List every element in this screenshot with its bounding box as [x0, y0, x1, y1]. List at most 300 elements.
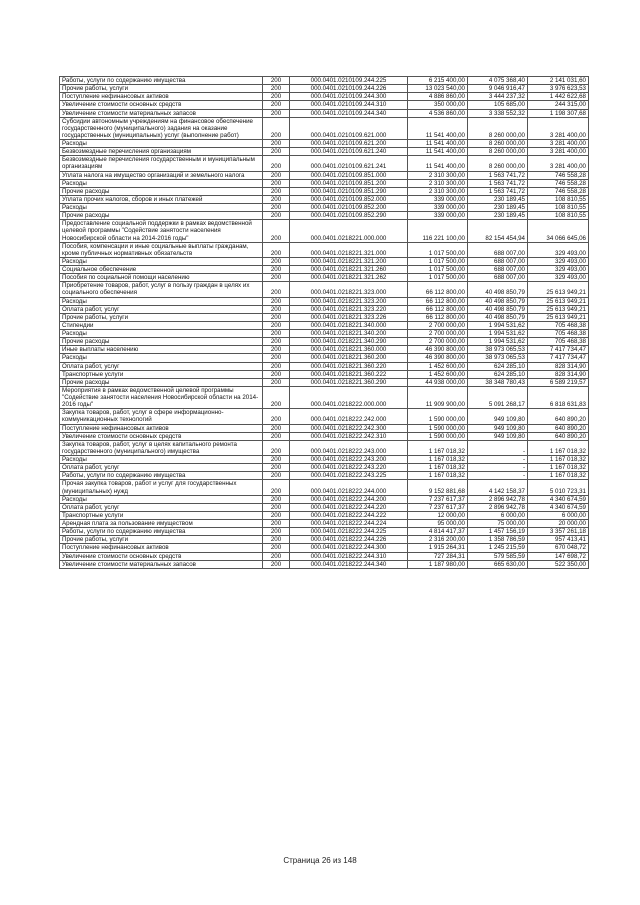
row-name: Субсидии автономным учреждениям на финансовое обеспечение государственного (муниципального) задания на оказание государственных (муниципальных) услуг (выполнение работ) — [60, 117, 263, 139]
unexecuted-amount: 108 810,55 — [528, 195, 589, 203]
budget-classification-code: 000.0401.0218221.360.200 — [290, 354, 408, 362]
executed-amount: 688 007,00 — [468, 274, 528, 282]
unexecuted-amount: 3 281 400,00 — [528, 156, 589, 171]
row-code: 200 — [263, 257, 290, 265]
row-name: Оплата работ, услуг — [60, 362, 263, 370]
executed-amount: 1 563 741,72 — [468, 187, 528, 195]
table-row — [60, 464, 589, 472]
unexecuted-amount: 4 340 674,59 — [528, 503, 589, 511]
unexecuted-amount: 1 442 622,68 — [528, 93, 589, 101]
executed-amount: 38 973 065,53 — [468, 346, 528, 354]
row-name: Увеличение стоимости материальных запасов — [60, 109, 263, 117]
approved-amount: 11 541 400,00 — [408, 148, 468, 156]
approved-amount: 95 000,00 — [408, 520, 468, 528]
budget-classification-code: 000.0401.0218221.340.200 — [290, 330, 408, 338]
budget-classification-code: 000.0401.0210109.621.240 — [290, 148, 408, 156]
approved-amount: 11 541 400,00 — [408, 156, 468, 171]
table-row — [60, 187, 589, 195]
row-code: 200 — [263, 338, 290, 346]
executed-amount: 105 685,00 — [468, 101, 528, 109]
executed-amount: 2 896 942,78 — [468, 495, 528, 503]
unexecuted-amount: 108 810,55 — [528, 204, 589, 212]
unexecuted-amount: 828 314,90 — [528, 362, 589, 370]
table-row — [60, 354, 589, 362]
executed-amount: 40 498 850,79 — [468, 282, 528, 297]
table-row — [60, 85, 589, 93]
row-name: Оплата работ, услуг — [60, 464, 263, 472]
approved-amount: 339 000,00 — [408, 212, 468, 220]
approved-amount: 11 541 400,00 — [408, 117, 468, 139]
unexecuted-amount: 2 141 031,60 — [528, 77, 589, 85]
row-name: Прочие расходы — [60, 212, 263, 220]
row-code: 200 — [263, 409, 290, 424]
table-row — [60, 282, 589, 297]
row-name: Безвозмездные перечисления организациям — [60, 148, 263, 156]
unexecuted-amount: 640 890,20 — [528, 432, 589, 440]
table-row — [60, 117, 589, 139]
table-row — [60, 440, 589, 455]
executed-amount: 1 563 741,72 — [468, 179, 528, 187]
row-name: Работы, услуги по содержанию имущества — [60, 528, 263, 536]
table-row — [60, 544, 589, 552]
unexecuted-amount: 329 493,00 — [528, 257, 589, 265]
budget-classification-code: 000.0401.0218221.340.000 — [290, 321, 408, 329]
budget-classification-code: 000.0401.0210109.851.000 — [290, 171, 408, 179]
executed-amount: 688 007,00 — [468, 266, 528, 274]
executed-amount: 1 563 741,72 — [468, 171, 528, 179]
unexecuted-amount: 1 167 018,32 — [528, 456, 589, 464]
budget-classification-code: 000.0401.0210109.244.225 — [290, 77, 408, 85]
executed-amount: 1 994 531,62 — [468, 330, 528, 338]
approved-amount: 6 215 400,00 — [408, 77, 468, 85]
row-code: 200 — [263, 520, 290, 528]
unexecuted-amount: 746 558,28 — [528, 179, 589, 187]
row-name: Социальное обеспечение — [60, 266, 263, 274]
row-code: 200 — [263, 472, 290, 480]
row-name: Расходы — [60, 456, 263, 464]
approved-amount: 44 938 000,00 — [408, 378, 468, 386]
budget-classification-code: 000.0401.0210109.851.290 — [290, 187, 408, 195]
table-row — [60, 242, 589, 257]
unexecuted-amount: 1 167 018,32 — [528, 472, 589, 480]
row-name: Приобретение товаров, работ, услуг в пользу граждан в целях их социального обеспечения — [60, 282, 263, 297]
unexecuted-amount: 25 613 949,21 — [528, 313, 589, 321]
approved-amount: 4 536 860,00 — [408, 109, 468, 117]
table-row — [60, 257, 589, 265]
row-code: 200 — [263, 464, 290, 472]
approved-amount: 4 814 417,37 — [408, 528, 468, 536]
executed-amount: 579 585,59 — [468, 552, 528, 560]
executed-amount: 8 260 000,00 — [468, 148, 528, 156]
executed-amount: - — [468, 440, 528, 455]
table-row — [60, 204, 589, 212]
table-row — [60, 195, 589, 203]
budget-classification-code: 000.0401.0218221.360.000 — [290, 346, 408, 354]
unexecuted-amount: 329 493,00 — [528, 266, 589, 274]
approved-amount: 350 000,00 — [408, 101, 468, 109]
table-row — [60, 321, 589, 329]
unexecuted-amount: 1 198 307,68 — [528, 109, 589, 117]
budget-classification-code: 000.0401.0218222.244.200 — [290, 495, 408, 503]
table-row — [60, 480, 589, 495]
unexecuted-amount: 3 281 400,00 — [528, 148, 589, 156]
row-name: Закупка товаров, работ, услуг в сфере информационно-коммуникационных технологий — [60, 409, 263, 424]
row-name: Стипендии — [60, 321, 263, 329]
unexecuted-amount: 746 558,28 — [528, 187, 589, 195]
table-row — [60, 536, 589, 544]
budget-classification-code: 000.0401.0210109.244.310 — [290, 101, 408, 109]
row-name: Оплата работ, услуг — [60, 503, 263, 511]
executed-amount: 230 189,45 — [468, 204, 528, 212]
table-row — [60, 503, 589, 511]
executed-amount: 4 075 368,40 — [468, 77, 528, 85]
row-name: Работы, услуги по содержанию имущества — [60, 77, 263, 85]
executed-amount: 6 000,00 — [468, 511, 528, 519]
table-row — [60, 552, 589, 560]
budget-classification-code: 000.0401.0218221.323.200 — [290, 297, 408, 305]
budget-classification-code: 000.0401.0218221.360.220 — [290, 362, 408, 370]
budget-classification-code: 000.0401.0218222.242.000 — [290, 409, 408, 424]
executed-amount: 230 189,45 — [468, 195, 528, 203]
approved-amount: 1 590 000,00 — [408, 432, 468, 440]
row-code: 200 — [263, 212, 290, 220]
table-row — [60, 220, 589, 242]
row-code: 200 — [263, 424, 290, 432]
table-row — [60, 266, 589, 274]
row-code: 200 — [263, 109, 290, 117]
unexecuted-amount: 244 315,00 — [528, 101, 589, 109]
row-code: 200 — [263, 242, 290, 257]
budget-classification-code: 000.0401.0218222.244.300 — [290, 544, 408, 552]
table-body — [60, 77, 589, 569]
row-name: Уплата прочих налогов, сборов и иных платежей — [60, 195, 263, 203]
unexecuted-amount: 957 413,41 — [528, 536, 589, 544]
unexecuted-amount: 670 048,72 — [528, 544, 589, 552]
row-name: Прочие работы, услуги — [60, 85, 263, 93]
executed-amount: 688 007,00 — [468, 242, 528, 257]
row-code: 200 — [263, 370, 290, 378]
table-row — [60, 305, 589, 313]
row-name: Поступление нефинансовых активов — [60, 93, 263, 101]
table-row — [60, 362, 589, 370]
executed-amount: - — [468, 456, 528, 464]
row-name: Арендная плата за пользование имуществом — [60, 520, 263, 528]
executed-amount: 949 109,80 — [468, 432, 528, 440]
table-row — [60, 495, 589, 503]
unexecuted-amount: 329 493,00 — [528, 274, 589, 282]
table-row — [60, 274, 589, 282]
approved-amount: 1 167 018,32 — [408, 472, 468, 480]
table-row — [60, 212, 589, 220]
budget-classification-code: 000.0401.0210109.852.290 — [290, 212, 408, 220]
row-code: 200 — [263, 456, 290, 464]
row-name: Увеличение стоимости основных средств — [60, 432, 263, 440]
unexecuted-amount: 1 167 018,32 — [528, 440, 589, 455]
table-row — [60, 171, 589, 179]
row-name: Прочие расходы — [60, 187, 263, 195]
executed-amount: 8 260 000,00 — [468, 156, 528, 171]
row-code: 200 — [263, 378, 290, 386]
budget-classification-code: 000.0401.0218221.323.226 — [290, 313, 408, 321]
row-name: Прочие расходы — [60, 338, 263, 346]
row-name: Прочие расходы — [60, 378, 263, 386]
executed-amount: 624 285,10 — [468, 362, 528, 370]
unexecuted-amount: 522 350,00 — [528, 560, 589, 568]
row-code: 200 — [263, 386, 290, 408]
unexecuted-amount: 5 010 723,31 — [528, 480, 589, 495]
row-code: 200 — [263, 156, 290, 171]
approved-amount: 4 886 860,00 — [408, 93, 468, 101]
row-code: 200 — [263, 330, 290, 338]
budget-classification-code: 000.0401.0210109.244.300 — [290, 93, 408, 101]
table-row — [60, 313, 589, 321]
approved-amount: 1 590 000,00 — [408, 409, 468, 424]
row-name: Расходы — [60, 330, 263, 338]
unexecuted-amount: 746 558,28 — [528, 171, 589, 179]
approved-amount: 2 316 200,00 — [408, 536, 468, 544]
row-code: 200 — [263, 93, 290, 101]
row-name: Оплата работ, услуг — [60, 305, 263, 313]
approved-amount: 1 167 018,32 — [408, 440, 468, 455]
row-name: Расходы — [60, 495, 263, 503]
row-code: 200 — [263, 282, 290, 297]
budget-classification-code: 000.0401.0218222.244.222 — [290, 511, 408, 519]
budget-classification-code: 000.0401.0218221.360.290 — [290, 378, 408, 386]
budget-classification-code: 000.0401.0210109.244.340 — [290, 109, 408, 117]
unexecuted-amount: 705 468,38 — [528, 330, 589, 338]
executed-amount: 949 109,80 — [468, 424, 528, 432]
approved-amount: 2 700 000,00 — [408, 330, 468, 338]
budget-classification-code: 000.0401.0218221.321.200 — [290, 257, 408, 265]
approved-amount: 66 112 800,00 — [408, 305, 468, 313]
executed-amount: 1 994 531,62 — [468, 338, 528, 346]
row-name: Иные выплаты населению — [60, 346, 263, 354]
row-code: 200 — [263, 204, 290, 212]
approved-amount: 1 017 500,00 — [408, 274, 468, 282]
unexecuted-amount: 4 340 674,59 — [528, 495, 589, 503]
row-code: 200 — [263, 274, 290, 282]
row-code: 200 — [263, 552, 290, 560]
table-row — [60, 140, 589, 148]
table-row — [60, 346, 589, 354]
executed-amount: 8 260 000,00 — [468, 140, 528, 148]
approved-amount: 7 237 617,37 — [408, 495, 468, 503]
approved-amount: 13 023 540,00 — [408, 85, 468, 93]
approved-amount: 1 187 980,00 — [408, 560, 468, 568]
row-code: 200 — [263, 77, 290, 85]
table-row — [60, 528, 589, 536]
row-name: Увеличение стоимости материальных запасов — [60, 560, 263, 568]
row-code: 200 — [263, 362, 290, 370]
executed-amount: 3 444 237,32 — [468, 93, 528, 101]
budget-classification-code: 000.0401.0218221.321.260 — [290, 266, 408, 274]
unexecuted-amount: 25 613 949,21 — [528, 305, 589, 313]
unexecuted-amount: 705 468,38 — [528, 321, 589, 329]
approved-amount: 11 909 900,00 — [408, 386, 468, 408]
row-code: 200 — [263, 117, 290, 139]
budget-classification-code: 000.0401.0218221.000.000 — [290, 220, 408, 242]
row-name: Прочая закупка товаров, работ и услуг для государственных (муниципальных) нужд — [60, 480, 263, 495]
row-code: 200 — [263, 313, 290, 321]
unexecuted-amount: 25 613 949,21 — [528, 282, 589, 297]
unexecuted-amount: 640 890,20 — [528, 409, 589, 424]
executed-amount: 1 994 531,62 — [468, 321, 528, 329]
row-name: Расходы — [60, 179, 263, 187]
executed-amount: 688 007,00 — [468, 257, 528, 265]
executed-amount: 40 498 850,79 — [468, 313, 528, 321]
executed-amount: 3 338 552,32 — [468, 109, 528, 117]
executed-amount: 1 245 215,59 — [468, 544, 528, 552]
executed-amount: 38 348 780,43 — [468, 378, 528, 386]
table-row — [60, 77, 589, 85]
row-code: 200 — [263, 140, 290, 148]
row-code: 200 — [263, 528, 290, 536]
row-code: 200 — [263, 560, 290, 568]
executed-amount: 230 189,45 — [468, 212, 528, 220]
approved-amount: 1 017 500,00 — [408, 257, 468, 265]
approved-amount: 66 112 800,00 — [408, 297, 468, 305]
unexecuted-amount: 705 468,38 — [528, 338, 589, 346]
unexecuted-amount: 329 493,00 — [528, 242, 589, 257]
approved-amount: 727 284,31 — [408, 552, 468, 560]
table-row — [60, 93, 589, 101]
unexecuted-amount: 640 890,20 — [528, 424, 589, 432]
table-row — [60, 338, 589, 346]
row-code: 200 — [263, 195, 290, 203]
approved-amount: 2 700 000,00 — [408, 338, 468, 346]
unexecuted-amount: 7 417 734,47 — [528, 346, 589, 354]
unexecuted-amount: 3 281 400,00 — [528, 140, 589, 148]
row-name: Поступление нефинансовых активов — [60, 424, 263, 432]
executed-amount: 40 498 850,79 — [468, 305, 528, 313]
row-code: 200 — [263, 297, 290, 305]
executed-amount: 1 457 156,19 — [468, 528, 528, 536]
approved-amount: 46 390 800,00 — [408, 346, 468, 354]
row-name: Расходы — [60, 140, 263, 148]
budget-classification-code: 000.0401.0218222.242.300 — [290, 424, 408, 432]
approved-amount: 12 000,00 — [408, 511, 468, 519]
approved-amount: 1 915 264,31 — [408, 544, 468, 552]
approved-amount: 1 590 000,00 — [408, 424, 468, 432]
budget-classification-code: 000.0401.0218222.242.310 — [290, 432, 408, 440]
approved-amount: 2 310 300,00 — [408, 187, 468, 195]
budget-classification-code: 000.0401.0218222.243.220 — [290, 464, 408, 472]
executed-amount: 38 973 065,53 — [468, 354, 528, 362]
approved-amount: 116 221 100,00 — [408, 220, 468, 242]
row-name: Расходы — [60, 297, 263, 305]
executed-amount: 665 630,00 — [468, 560, 528, 568]
budget-classification-code: 000.0401.0218222.244.340 — [290, 560, 408, 568]
budget-classification-code: 000.0401.0210109.621.241 — [290, 156, 408, 171]
table-row — [60, 109, 589, 117]
budget-classification-code: 000.0401.0210109.852.200 — [290, 204, 408, 212]
table-row — [60, 370, 589, 378]
row-name: Безвозмездные перечисления государственным и муниципальным организациям — [60, 156, 263, 171]
budget-classification-code: 000.0401.0218222.244.220 — [290, 503, 408, 511]
row-name: Транспортные услуги — [60, 511, 263, 519]
unexecuted-amount: 1 167 018,32 — [528, 464, 589, 472]
unexecuted-amount: 20 000,00 — [528, 520, 589, 528]
table-row — [60, 409, 589, 424]
approved-amount: 1 452 600,00 — [408, 370, 468, 378]
row-code: 200 — [263, 85, 290, 93]
table-row — [60, 424, 589, 432]
budget-classification-code: 000.0401.0218222.243.225 — [290, 472, 408, 480]
row-name: Уплата налога на имущество организаций и земельного налога — [60, 171, 263, 179]
table-row — [60, 148, 589, 156]
row-code: 200 — [263, 511, 290, 519]
approved-amount: 1 017 500,00 — [408, 266, 468, 274]
approved-amount: 2 310 300,00 — [408, 171, 468, 179]
approved-amount: 339 000,00 — [408, 204, 468, 212]
row-code: 200 — [263, 305, 290, 313]
executed-amount: - — [468, 472, 528, 480]
executed-amount: 40 498 850,79 — [468, 297, 528, 305]
row-code: 200 — [263, 171, 290, 179]
unexecuted-amount: 25 613 949,21 — [528, 297, 589, 305]
budget-classification-code: 000.0401.0210109.244.226 — [290, 85, 408, 93]
unexecuted-amount: 6 589 219,57 — [528, 378, 589, 386]
table-row — [60, 156, 589, 171]
row-code: 200 — [263, 503, 290, 511]
executed-amount: - — [468, 464, 528, 472]
row-name: Увеличение стоимости основных средств — [60, 101, 263, 109]
row-name: Расходы — [60, 354, 263, 362]
unexecuted-amount: 6 818 631,83 — [528, 386, 589, 408]
unexecuted-amount: 3 976 623,53 — [528, 85, 589, 93]
row-code: 200 — [263, 432, 290, 440]
budget-classification-code: 000.0401.0218222.243.000 — [290, 440, 408, 455]
table-row — [60, 179, 589, 187]
row-name: Расходы — [60, 257, 263, 265]
budget-classification-code: 000.0401.0218222.244.226 — [290, 536, 408, 544]
row-code: 200 — [263, 148, 290, 156]
table-row — [60, 378, 589, 386]
row-name: Работы, услуги по содержанию имущества — [60, 472, 263, 480]
table-row — [60, 472, 589, 480]
row-name: Расходы — [60, 204, 263, 212]
budget-classification-code: 000.0401.0218221.360.222 — [290, 370, 408, 378]
row-name: Пособия, компенсации и иные социальные выплаты гражданам, кроме публичных нормативных обязательств — [60, 242, 263, 257]
approved-amount: 1 167 018,32 — [408, 456, 468, 464]
row-code: 200 — [263, 495, 290, 503]
table-row — [60, 330, 589, 338]
executed-amount: 2 896 942,78 — [468, 503, 528, 511]
budget-classification-code: 000.0401.0210109.621.000 — [290, 117, 408, 139]
approved-amount: 66 112 800,00 — [408, 282, 468, 297]
row-code: 200 — [263, 544, 290, 552]
page-footer: Страница 26 из 148 — [283, 856, 357, 865]
row-code: 200 — [263, 220, 290, 242]
row-code: 200 — [263, 480, 290, 495]
approved-amount: 1 452 600,00 — [408, 362, 468, 370]
executed-amount: 4 142 158,37 — [468, 480, 528, 495]
budget-classification-code: 000.0401.0218222.244.000 — [290, 480, 408, 495]
row-code: 200 — [263, 266, 290, 274]
budget-classification-code: 000.0401.0218221.321.000 — [290, 242, 408, 257]
row-code: 200 — [263, 179, 290, 187]
table-row — [60, 297, 589, 305]
unexecuted-amount: 3 281 400,00 — [528, 117, 589, 139]
row-code: 200 — [263, 101, 290, 109]
executed-amount: 82 154 454,94 — [468, 220, 528, 242]
row-name: Мероприятия в рамках ведомственной целевой программы "Содействие занятости населения Новосибирской области на 2014-2016 годы" — [60, 386, 263, 408]
budget-classification-code: 000.0401.0218222.000.000 — [290, 386, 408, 408]
row-name: Закупка товаров, работ, услуг в целях капитального ремонта государственного (муниципального) имущества — [60, 440, 263, 455]
row-name: Транспортные услуги — [60, 370, 263, 378]
table-row — [60, 432, 589, 440]
budget-classification-code: 000.0401.0210109.851.200 — [290, 179, 408, 187]
